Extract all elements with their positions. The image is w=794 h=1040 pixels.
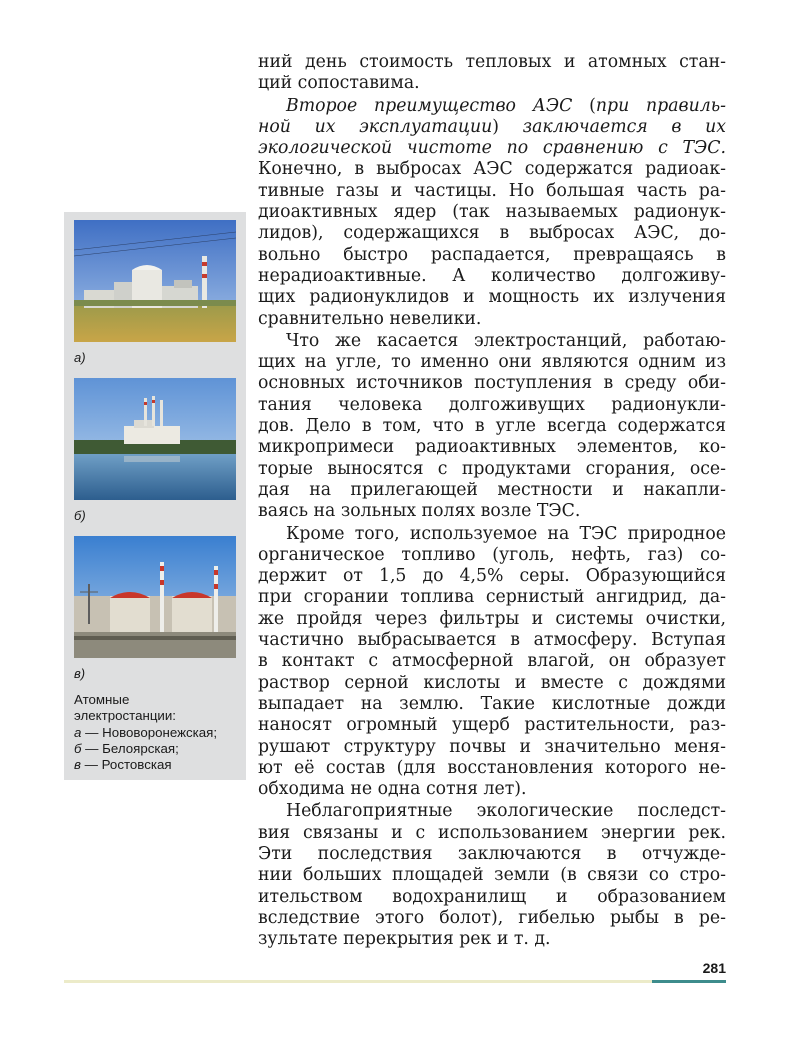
photo-beloyarsk bbox=[74, 378, 236, 500]
plain-text: ( bbox=[572, 95, 596, 116]
text-line: лидов), содержащихся в выбросах АЭС, до- bbox=[258, 223, 726, 244]
photo-novovoronezh bbox=[74, 220, 236, 342]
text-line: Кроме того, используемое на ТЭС природное bbox=[286, 523, 726, 544]
text-line: рушают структуру почвы и значительно меня- bbox=[258, 736, 726, 757]
text-line: экологической чистоте по сравнению с ТЭС. bbox=[258, 138, 726, 159]
figure-caption bbox=[74, 692, 244, 773]
text-line: вия связаны и с использованием энергии рек. bbox=[258, 822, 726, 843]
text-line: нии больших площадей земли (в связи со стро- bbox=[258, 865, 726, 886]
paragraph-4 bbox=[258, 524, 726, 801]
caption-item-b bbox=[74, 741, 244, 757]
plain-text: ) bbox=[492, 116, 523, 137]
text-line: дов. Дело в том, что в угле всегда содержатся bbox=[258, 416, 726, 437]
text-line: щих на угле, то именно они являются одним из bbox=[258, 352, 726, 373]
caption-title-line: электростанции: bbox=[74, 708, 176, 724]
text-line: зультате перекрытия рек и т. д. bbox=[258, 929, 551, 950]
caption-text: — Ростовская bbox=[80, 757, 172, 773]
footer-rule bbox=[64, 980, 652, 983]
page-number: 281 bbox=[702, 960, 726, 976]
figure-sidebar bbox=[64, 212, 246, 780]
text-line bbox=[258, 96, 726, 117]
main-text-column bbox=[258, 52, 726, 950]
paragraph-5 bbox=[258, 801, 726, 950]
text-line: органическое топливо (уголь, нефть, газ) со- bbox=[258, 544, 726, 565]
text-line: ний день стоимость тепловых и атомных стан- bbox=[258, 52, 726, 72]
text-line: микропримеси радиоактивных элементов, ко- bbox=[258, 437, 726, 458]
text-line: основных источников поступления в среду оби- bbox=[258, 373, 726, 394]
text-line: ют её состав (для восстановления которого не- bbox=[258, 757, 726, 778]
text-line: вследствие этого болот), гибелью рыбы в ре- bbox=[258, 907, 726, 928]
paragraph-3 bbox=[258, 331, 726, 523]
text-line: тания человека долгоживущих радионукли- bbox=[258, 394, 726, 415]
text-line: тивные газы и частицы. Но большая часть ра- bbox=[258, 180, 726, 201]
text-line: при сгорании топлива сернистый ангидрид, да- bbox=[258, 587, 726, 608]
caption-letter: в bbox=[74, 757, 81, 773]
figure-label-b: б) bbox=[74, 508, 86, 523]
text-line: ительством водохранилищ и образованием bbox=[258, 886, 726, 907]
caption-text: — Нововоронежская; bbox=[81, 724, 218, 740]
paragraph-2 bbox=[258, 96, 726, 330]
text-line bbox=[258, 117, 726, 138]
caption-title-line: Атомные bbox=[74, 692, 130, 707]
figure-label-c: в) bbox=[74, 666, 86, 681]
italic-text: при правиль- bbox=[595, 95, 726, 116]
text-line: же пройдя через фильтры и системы очистки, bbox=[258, 608, 726, 629]
text-line: Неблагоприятные экологические последст- bbox=[286, 801, 726, 822]
italic-text: заключается в их bbox=[522, 116, 726, 137]
paragraph-1 bbox=[258, 52, 726, 95]
text-line: нерадиоактивные. А количество долгоживу- bbox=[258, 265, 726, 286]
text-line: Конечно, в выбросах АЭС содержатся радиоак- bbox=[258, 159, 726, 180]
text-line: выпадает на землю. Такие кислотные дожди bbox=[258, 693, 726, 714]
photo-rostov bbox=[74, 536, 236, 658]
text-line: дая на прилегающей местности и накапли- bbox=[258, 479, 726, 500]
caption-letter: а bbox=[74, 724, 82, 740]
text-line: вольно быстро распадается, превращаясь в bbox=[258, 244, 726, 265]
caption-item-c bbox=[74, 757, 244, 773]
text-line: в контакт с атмосферной влагой, он образует bbox=[258, 651, 726, 672]
text-line: торые выносятся с продуктами сгорания, осе- bbox=[258, 458, 726, 479]
footer-rule-accent bbox=[652, 980, 726, 983]
figure-label-a: а) bbox=[74, 350, 86, 365]
text-line: ций сопоставима. bbox=[258, 73, 420, 94]
text-line: Что же касается электростанций, работаю- bbox=[286, 330, 726, 351]
text-line: обходима не одна сотня лет). bbox=[258, 779, 527, 800]
caption-item-a bbox=[74, 725, 244, 741]
text-line: ваясь на зольных полях возле ТЭС. bbox=[258, 501, 581, 522]
italic-text: ной их эксплуатации bbox=[258, 116, 493, 137]
text-line: держит от 1,5 до 4,5% серы. Образующийся bbox=[258, 566, 726, 587]
caption-text: — Белоярская; bbox=[81, 740, 179, 756]
text-line: раствор серной кислоты и вместе с дождями bbox=[258, 672, 726, 693]
text-line: щих радионуклидов и мощность их излучения bbox=[258, 287, 726, 308]
text-line: Эти последствия заключаются в отчужде- bbox=[258, 843, 726, 864]
text-line: частично выбрасывается в атмосферу. Вступая bbox=[258, 630, 726, 651]
text-line: сравнительно невелики. bbox=[258, 308, 482, 329]
text-line: наносят огромный ущерб растительности, раз- bbox=[258, 715, 726, 736]
caption-letter: б bbox=[74, 740, 82, 756]
text-line: диоактивных ядер (так называемых радионук- bbox=[258, 202, 726, 223]
italic-text: Второе преимущество АЭС bbox=[286, 95, 573, 116]
